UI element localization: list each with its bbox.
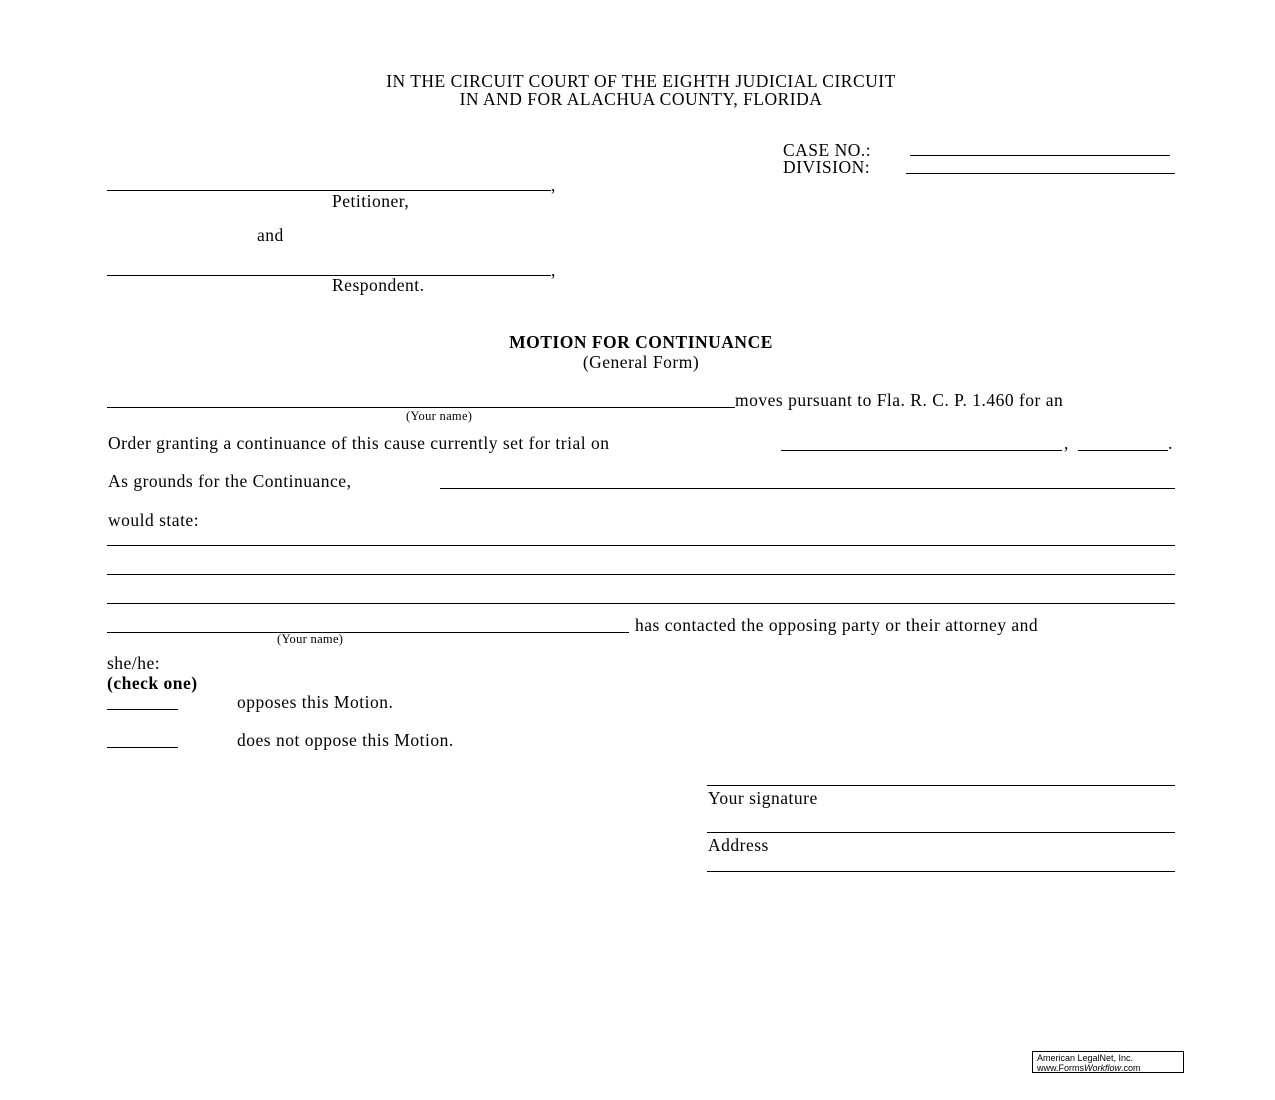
respondent-label: Respondent. <box>332 275 425 295</box>
trial-date-field[interactable] <box>781 433 1062 451</box>
grounds-line-1[interactable] <box>107 528 1175 546</box>
opposes-check-field[interactable] <box>107 692 178 710</box>
case-no-field[interactable] <box>910 138 1170 156</box>
case-no-label: CASE NO.: <box>783 140 872 160</box>
she-he-label: she/he: <box>107 653 161 673</box>
publisher-url-part-2: Workflow <box>1084 1063 1122 1073</box>
your-name-caption: (Your name) <box>406 409 473 423</box>
respondent-comma: , <box>551 260 556 280</box>
does-not-oppose-text: does not oppose this Motion. <box>237 730 454 750</box>
respondent-name-field[interactable] <box>107 258 551 276</box>
document-title: MOTION FOR CONTINUANCE <box>509 332 773 352</box>
signature-spacer-line[interactable] <box>707 815 1175 833</box>
publisher-badge <box>1032 1051 1184 1073</box>
petitioner-label: Petitioner, <box>332 191 410 211</box>
publisher-url-part-1: www.Forms <box>1037 1063 1084 1073</box>
would-state-text: would state: <box>108 510 200 530</box>
petitioner-comma: , <box>551 175 556 195</box>
address-label: Address <box>708 835 769 855</box>
grounds-text: As grounds for the Continuance, <box>108 471 352 491</box>
grounds-line-3[interactable] <box>107 586 1175 604</box>
trial-date-period: . <box>1168 433 1173 453</box>
movant-name-field[interactable] <box>107 390 735 408</box>
publisher-url <box>1037 1063 1179 1073</box>
does-not-oppose-check-field[interactable] <box>107 730 178 748</box>
grounds-line-2[interactable] <box>107 557 1175 575</box>
petitioner-name-field[interactable] <box>107 173 551 191</box>
trial-year-field[interactable] <box>1078 433 1168 451</box>
publisher-url-part-3: .com <box>1121 1063 1141 1073</box>
address-field[interactable] <box>707 854 1175 872</box>
publisher-name: American LegalNet, Inc. <box>1037 1053 1134 1063</box>
your-name-caption-2: (Your name) <box>277 632 344 646</box>
check-one-label: (check one) <box>107 673 198 693</box>
court-header-line-2: IN AND FOR ALACHUA COUNTY, FLORIDA <box>459 89 823 109</box>
opposes-text: opposes this Motion. <box>237 692 394 712</box>
trial-date-comma: , <box>1064 433 1069 453</box>
contact-name-field[interactable] <box>107 615 629 633</box>
signature-field[interactable] <box>707 768 1175 786</box>
document-subtitle: (General Form) <box>582 352 700 372</box>
your-signature-label: Your signature <box>708 788 818 808</box>
contacted-text: has contacted the opposing party or their attorney and <box>635 615 1039 635</box>
moves-pursuant-text: moves pursuant to Fla. R. C. P. 1.460 for an <box>735 390 1064 410</box>
grounds-field[interactable] <box>440 471 1175 489</box>
order-granting-text: Order granting a continuance of this cause currently set for trial on <box>108 433 610 453</box>
division-field[interactable] <box>906 156 1175 174</box>
and-label: and <box>257 225 284 245</box>
court-header-line-1: IN THE CIRCUIT COURT OF THE EIGHTH JUDICIAL CIRCUIT <box>386 71 896 91</box>
division-label: DIVISION: <box>783 157 871 177</box>
